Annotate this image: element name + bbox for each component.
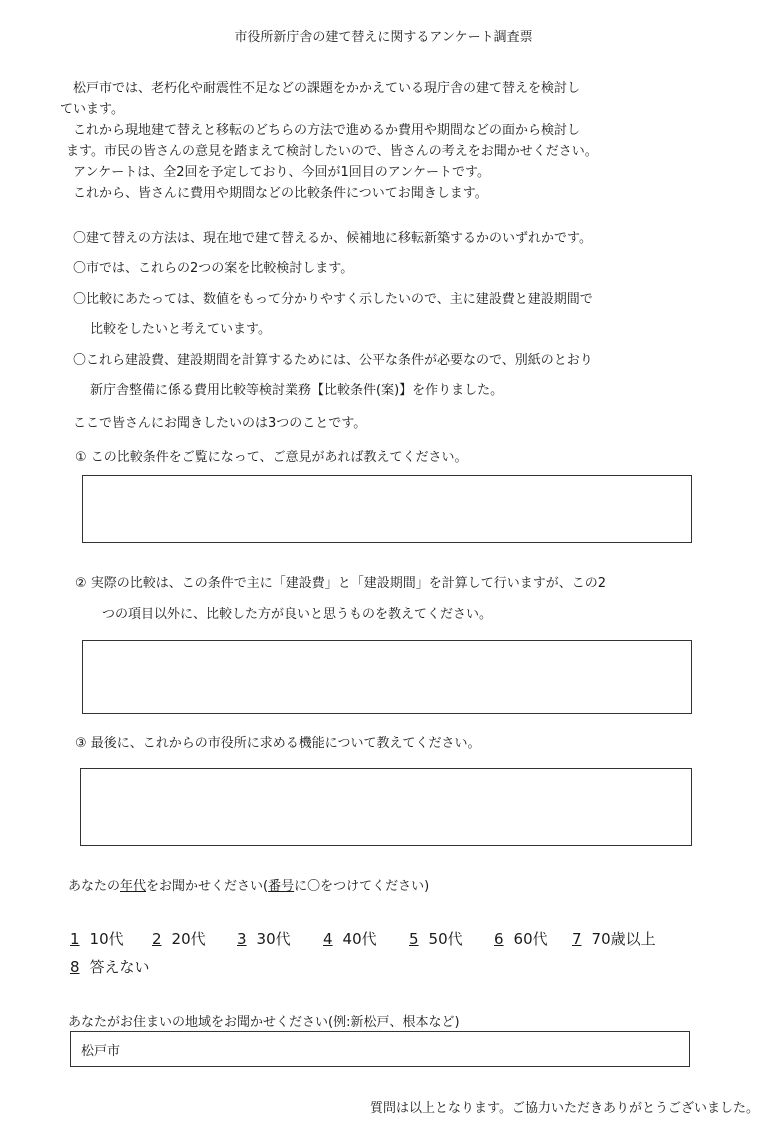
question-2: ② 実際の比較は、この条件で主に「建設費」と「建設期間」を計算して行いますが、この2 (75, 576, 607, 591)
answer-input-2[interactable] (83, 641, 691, 713)
age-option-4[interactable] (323, 928, 377, 949)
lead-text: ここで皆さんにお聞きしたいのは3つのことです。 (73, 416, 367, 431)
age-option-number[interactable]: 7 (572, 930, 582, 948)
residence-input[interactable] (71, 1032, 689, 1066)
bullet-item: 〇市では、これらの2つの案を比較検討します。 (73, 261, 354, 276)
age-option-number[interactable]: 5 (409, 930, 419, 948)
age-option-label: 70歳以上 (591, 930, 656, 948)
age-option-number[interactable]: 6 (494, 930, 504, 948)
age-question-pre: あなたの (68, 879, 121, 894)
closing-text: 質問は以上となります。ご協力いただきありがとうございました。 (370, 1101, 759, 1116)
residence-question: あなたがお住まいの地域をお聞かせください(例:新松戸、根本など) (68, 1015, 460, 1030)
age-option-3[interactable] (237, 928, 291, 949)
bullet-item: 〇比較にあたっては、数値をもって分かりやすく示したいので、主に建設費と建設期間で (73, 292, 593, 307)
age-option-7[interactable] (572, 928, 656, 949)
age-option-number[interactable]: 8 (70, 958, 80, 976)
age-option-number[interactable]: 1 (70, 930, 80, 948)
age-question (68, 875, 429, 894)
intro-line: ています。 (60, 102, 124, 117)
age-option-8[interactable] (70, 956, 150, 977)
question-1: ① この比較条件をご覧になって、ご意見があれば教えてください。 (75, 450, 468, 465)
bullet-item: 比較をしたいと考えています。 (90, 322, 271, 337)
intro-line: これから現地建て替えと移転のどちらの方法で進めるか費用や期間などの面から検討し (73, 123, 581, 138)
age-option-label: 60代 (513, 930, 548, 948)
answer-box-2[interactable] (82, 640, 692, 714)
answer-input-3[interactable] (81, 769, 691, 845)
bullet-item: 新庁舎整備に係る費用比較等検討業務【比較条件(案)】を作りました。 (90, 383, 504, 398)
age-option-label: 20代 (171, 930, 206, 948)
age-option-label: 10代 (89, 930, 124, 948)
age-option-label: 答えない (89, 958, 150, 976)
age-option-number[interactable]: 3 (237, 930, 247, 948)
intro-line: これから、皆さんに費用や期間などの比較条件についてお聞きします。 (73, 186, 488, 201)
question-3: ③ 最後に、これからの市役所に求める機能について教えてください。 (75, 736, 481, 751)
age-option-5[interactable] (409, 928, 463, 949)
age-question-mid: をお聞かせください( (146, 879, 269, 894)
intro-line: 松戸市では、老朽化や耐震性不足などの課題をかかえている現庁舎の建て替えを検討し (73, 81, 581, 96)
residence-box[interactable] (70, 1031, 690, 1067)
answer-box-1[interactable] (82, 475, 692, 543)
intro-line: アンケートは、全2回を予定しており、今回が1回目のアンケートです。 (73, 165, 490, 180)
age-option-number[interactable]: 4 (323, 930, 333, 948)
age-option-2[interactable] (152, 928, 206, 949)
age-option-label: 30代 (256, 930, 291, 948)
age-option-1[interactable] (70, 928, 124, 949)
age-question-number: 番号 (268, 879, 295, 894)
page-title: 市役所新庁舎の建て替えに関するアンケート調査票 (234, 30, 533, 45)
age-question-post: に〇をつけてください) (294, 879, 430, 894)
age-option-label: 50代 (428, 930, 463, 948)
bullet-item: 〇これら建設費、建設期間を計算するためには、公平な条件が必要なので、別紙のとおり (73, 353, 593, 368)
age-option-label: 40代 (342, 930, 377, 948)
intro-line: ます。市民の皆さんの意見を踏まえて検討したいので、皆さんの考えをお聞かせください。 (66, 144, 598, 159)
answer-box-3[interactable] (80, 768, 692, 846)
age-question-age: 年代 (120, 879, 147, 894)
answer-input-1[interactable] (83, 476, 691, 542)
age-option-6[interactable] (494, 928, 548, 949)
bullet-item: 〇建て替えの方法は、現在地で建て替えるか、候補地に移転新築するかのいずれかです。 (73, 231, 592, 246)
age-option-number[interactable]: 2 (152, 930, 162, 948)
question-2-cont: つの項目以外に、比較した方が良いと思うものを教えてください。 (102, 607, 493, 622)
